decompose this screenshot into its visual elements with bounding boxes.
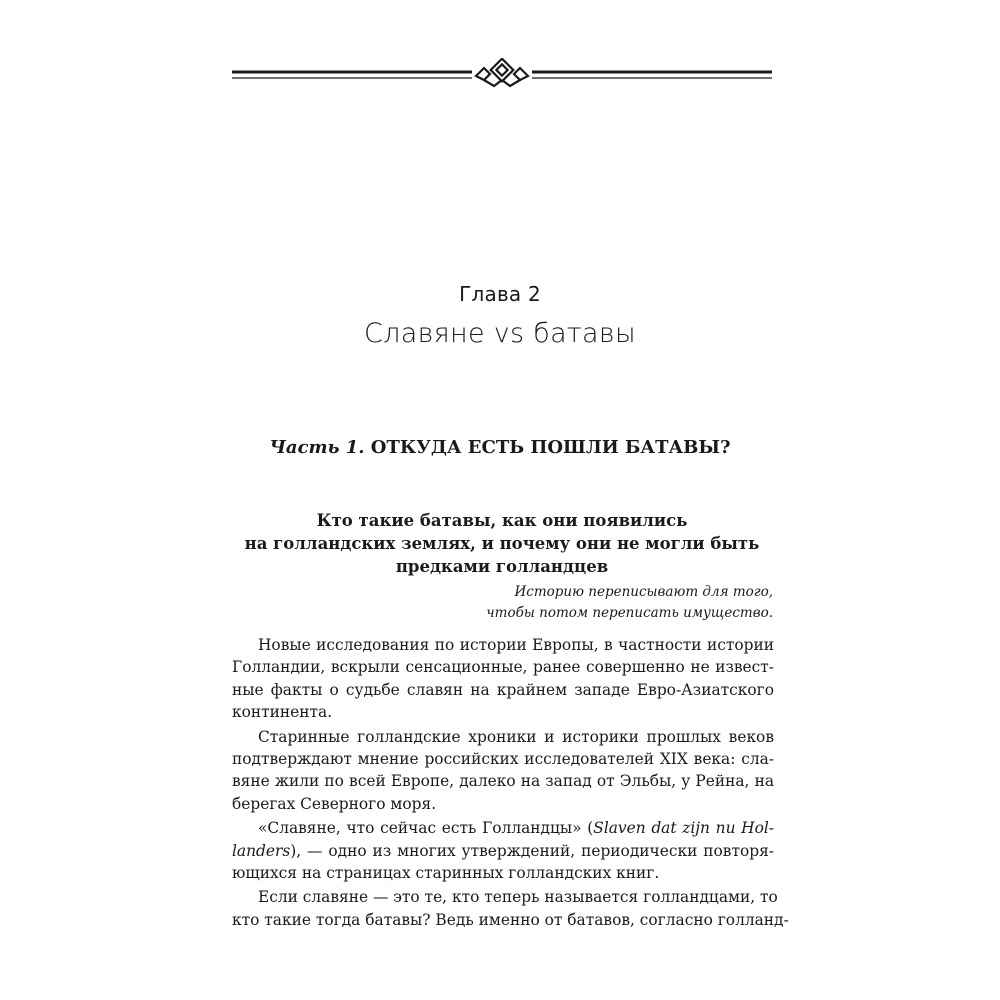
body-text <box>232 634 789 931</box>
section-heading-line: Кто такие батавы, как они появились <box>316 511 688 530</box>
body-text-italic: Slaven dat zijn nu Hol- <box>593 819 774 838</box>
meander-knot-icon <box>232 58 772 94</box>
body-line: вяне жили по всей Европе, далеко на запад от Эльбы, у Рейна, на <box>232 772 774 791</box>
section-heading-line: предками голландцев <box>395 557 609 576</box>
chapter-label: Глава 2 <box>459 282 541 306</box>
body-line <box>232 840 774 862</box>
body-line: ные факты о судьбе славян на крайнем западе Евро-Азиатского <box>232 680 774 699</box>
section-heading <box>232 509 772 578</box>
body-line: Старинные голландские хроники и историки прошлых веков <box>258 727 774 746</box>
chapter-title: Славяне vs батавы <box>364 318 636 349</box>
body-text-italic: landers <box>232 841 291 860</box>
body-line: континента. <box>232 703 333 722</box>
section-heading-line: на голландских землях, и почему они не могли быть <box>244 534 760 553</box>
part-number: Часть 1. <box>269 437 365 458</box>
body-line: Если славяне — это те, кто теперь называется голландцами, то <box>258 888 778 907</box>
body-line: кто такие тогда батавы? Ведь именно от батавов, согласно голланд- <box>232 910 789 929</box>
body-text-run: «Славяне, что сейчас есть Голландцы» ( <box>258 819 594 838</box>
part-heading <box>0 437 1000 458</box>
body-line: Голландии, вскрыли сенсационные, ранее совершенно не извест- <box>232 658 774 677</box>
body-line: берегах Северного моря. <box>232 794 437 813</box>
body-text-run: ), — одно из многих утверждений, периодически повторя- <box>290 841 774 860</box>
body-line: Новые исследования по истории Европы, в частности истории <box>258 636 774 654</box>
epigraph <box>420 582 773 624</box>
epigraph-line: Историю переписывают для того, <box>514 584 773 600</box>
epigraph-line: чтобы потом переписать имущество. <box>486 605 773 621</box>
body-line <box>232 817 774 839</box>
body-line: ющихся на страницах старинных голландских книг. <box>232 863 660 882</box>
part-title: ОТКУДА ЕСТЬ ПОШЛИ БАТАВЫ? <box>370 437 731 458</box>
body-line: подтверждают мнение российских исследователей XIX века: сла- <box>232 749 774 768</box>
